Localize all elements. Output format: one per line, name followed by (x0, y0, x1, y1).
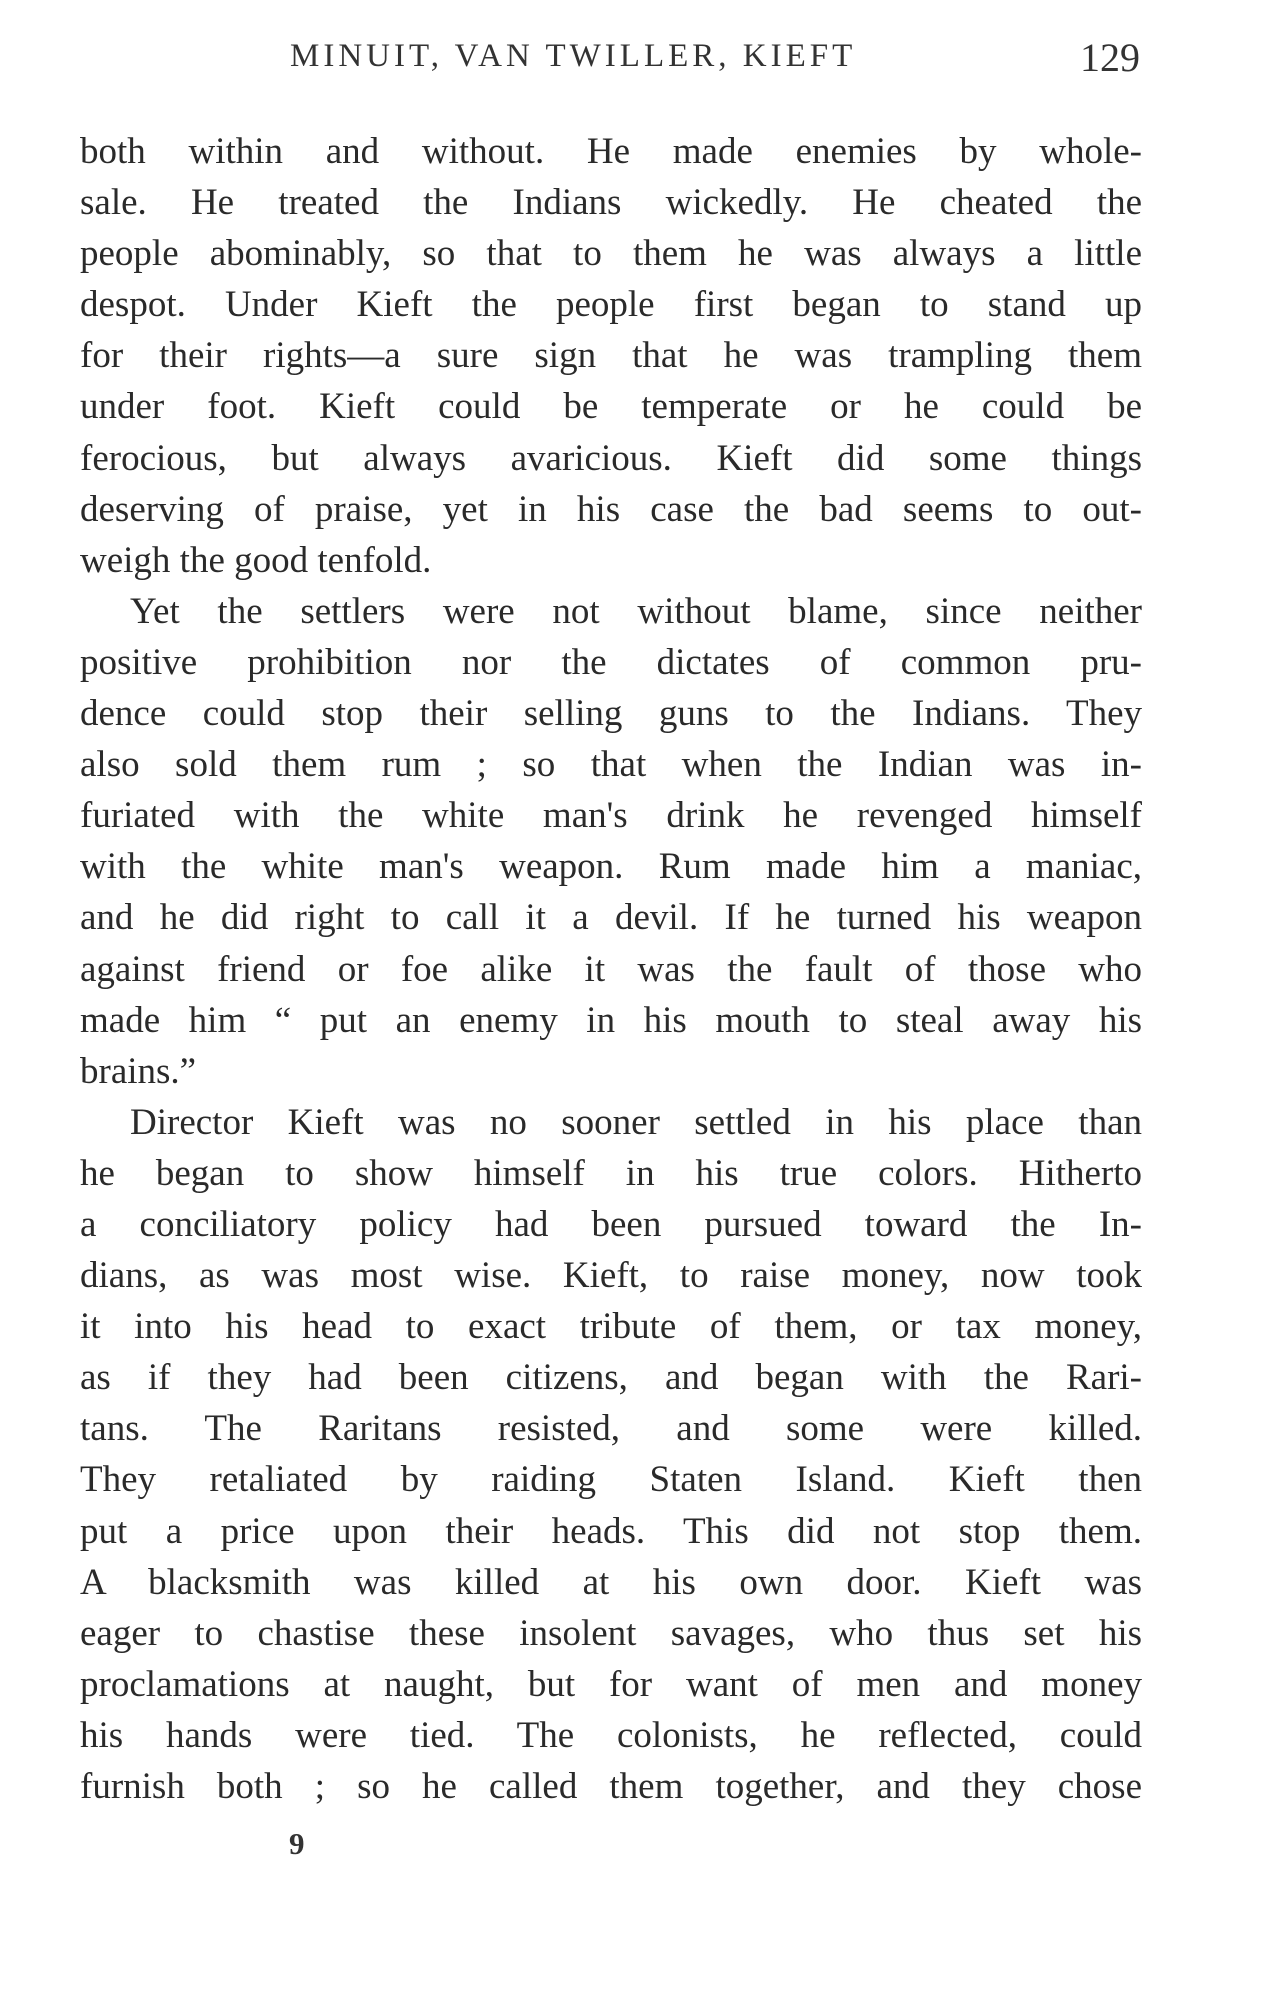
running-head (80, 35, 1140, 88)
text-line: brains.” (80, 1050, 197, 1092)
text-line: people abominably, so that to them he was always a little (80, 233, 1142, 275)
text-line: dians, as was most wise. Kieft, to raise money, now took (80, 1255, 1142, 1297)
text-line: proclamations at naught, but for want of men and money (80, 1663, 1142, 1705)
text-line: ferocious, but always avaricious. Kieft did some things (80, 437, 1142, 479)
text-line: it into his head to exact tribute of them, or tax money, (80, 1306, 1142, 1348)
text-line: with the white man's weapon. Rum made him a maniac, (80, 846, 1142, 888)
text-line: his hands were tied. The colonists, he reflected, could (80, 1714, 1142, 1756)
text-line: eager to chastise these insolent savages, who thus set his (80, 1612, 1142, 1654)
text-line: weigh the good tenfold. (80, 539, 432, 581)
page-number: 129 (1080, 35, 1140, 80)
text-line: furiated with the white man's drink he revenged himself (80, 795, 1142, 837)
text-line: as if they had been citizens, and began with the Rari- (80, 1357, 1142, 1399)
paragraph-start-line: Yet the settlers were not without blame, since neither (130, 590, 1142, 632)
text-line: both within and without. He made enemies by whole- (80, 131, 1142, 172)
body-text (80, 126, 1142, 1812)
paragraph-start-line: Director Kieft was no sooner settled in his place than (130, 1101, 1142, 1143)
signature-mark: 9 (289, 1826, 305, 1861)
text-line: he began to show himself in his true colors. Hitherto (80, 1152, 1142, 1194)
text-line: under foot. Kieft could be temperate or he could be (80, 386, 1142, 428)
running-title: MINUIT, VAN TWILLER, KIEFT (290, 38, 857, 74)
text-line: tans. The Raritans resisted, and some were killed. (80, 1408, 1142, 1450)
text-line: also sold them rum ; so that when the Indian was in- (80, 744, 1142, 786)
text-line: put a price upon their heads. This did not stop them. (80, 1510, 1142, 1552)
text-line: sale. He treated the Indians wickedly. He cheated the (80, 182, 1142, 224)
text-line: a conciliatory policy had been pursued toward the In- (80, 1203, 1142, 1245)
text-line: dence could stop their selling guns to the Indians. They (80, 693, 1142, 735)
text-line: furnish both ; so he called them together, and they chose (80, 1766, 1142, 1807)
text-line: They retaliated by raiding Staten Island. Kieft then (80, 1459, 1142, 1501)
text-line: positive prohibition nor the dictates of common pru- (80, 641, 1142, 683)
text-line: made him “ put an enemy in his mouth to steal away his (80, 999, 1142, 1041)
text-line: and he did right to call it a devil. If he turned his weapon (80, 897, 1142, 939)
text-line: deserving of praise, yet in his case the bad seems to out- (80, 488, 1142, 530)
text-line: against friend or foe alike it was the fault of those who (80, 948, 1142, 990)
text-line: A blacksmith was killed at his own door. Kieft was (80, 1561, 1142, 1603)
text-line: despot. Under Kieft the people first began to stand up (80, 284, 1142, 326)
text-line: for their rights—a sure sign that he was trampling them (80, 335, 1142, 377)
